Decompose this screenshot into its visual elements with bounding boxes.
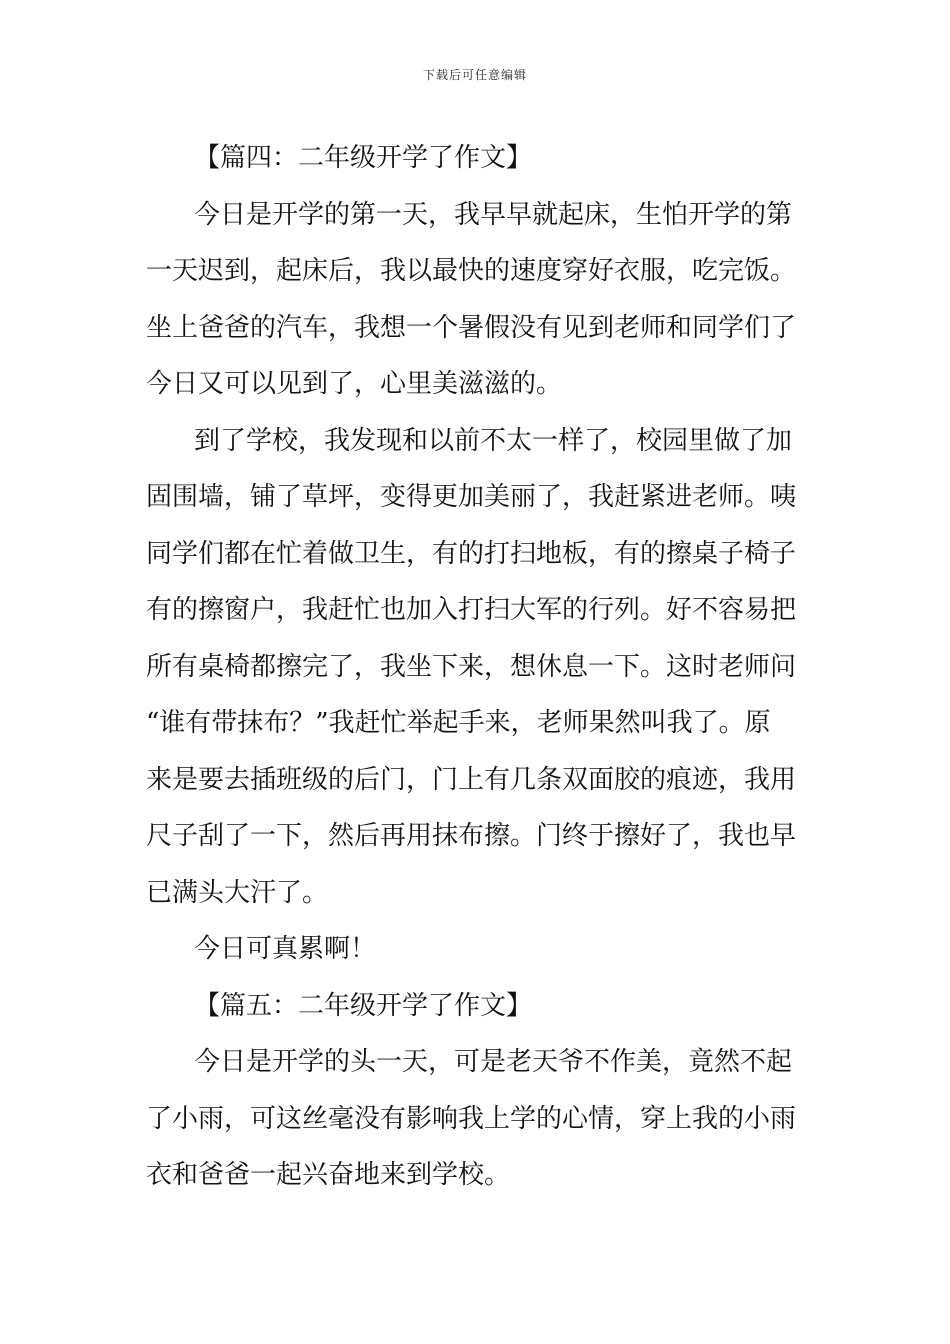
section-heading: 【篇五：二年级开学了作文】 [194,990,533,1021]
paragraph-line: 有的擦窗户，我赶忙也加入打扫大军的行列。好不容易把 [146,595,797,625]
paragraph-line: 已满头大汗了。 [146,877,329,908]
paragraph-line: 今日是开学的第一天，我早早就起床，生怕开学的第 [194,199,793,230]
paragraph-line: 今日可真累啊！ [194,934,377,964]
document-body [146,130,808,1204]
paragraph-line: 同学们都在忙着做卫生，有的打扫地板，有的擦桌子椅子 [146,538,797,569]
page-header: 下载后可任意编辑 [422,68,527,82]
paragraph-line: 了小雨，可这丝毫没有影响我上学的心情，穿上我的小雨 [146,1103,797,1134]
paragraph-line: 今日是开学的头一天，可是老天爷不作美，竟然不起 [194,1047,793,1077]
paragraph-line: 今日又可以见到了，心里美滋滋的。 [146,369,563,399]
paragraph-line: 一天迟到，起床后，我以最快的速度穿好衣服，吃完饭。 [146,256,797,286]
paragraph-line: 坐上爸爸的汽车，我想一个暑假没有见到老师和同学们了 [146,312,797,343]
paragraph-line: 到了学校，我发现和以前不太一样了，校园里做了加 [194,425,793,456]
paragraph-line: 尺子刮了一下，然后再用抹布擦。门终于擦好了，我也早 [146,821,797,851]
paragraph-line: “谁有带抹布？”我赶忙举起手来，老师果然叫我了。原 [146,708,771,738]
section-heading: 【篇四：二年级开学了作文】 [194,143,533,173]
paragraph-line: 衣和爸爸一起兴奋地来到学校。 [146,1160,511,1190]
paragraph-line: 固围墙，铺了草坪，变得更加美丽了，我赶紧进老师。咦 [146,482,797,512]
paragraph-line: 来是要去插班级的后门，门上有几条双面胶的痕迹，我用 [146,764,797,795]
paragraph-line: 所有桌椅都擦完了，我坐下来，想休息一下。这时老师问 [146,651,797,682]
